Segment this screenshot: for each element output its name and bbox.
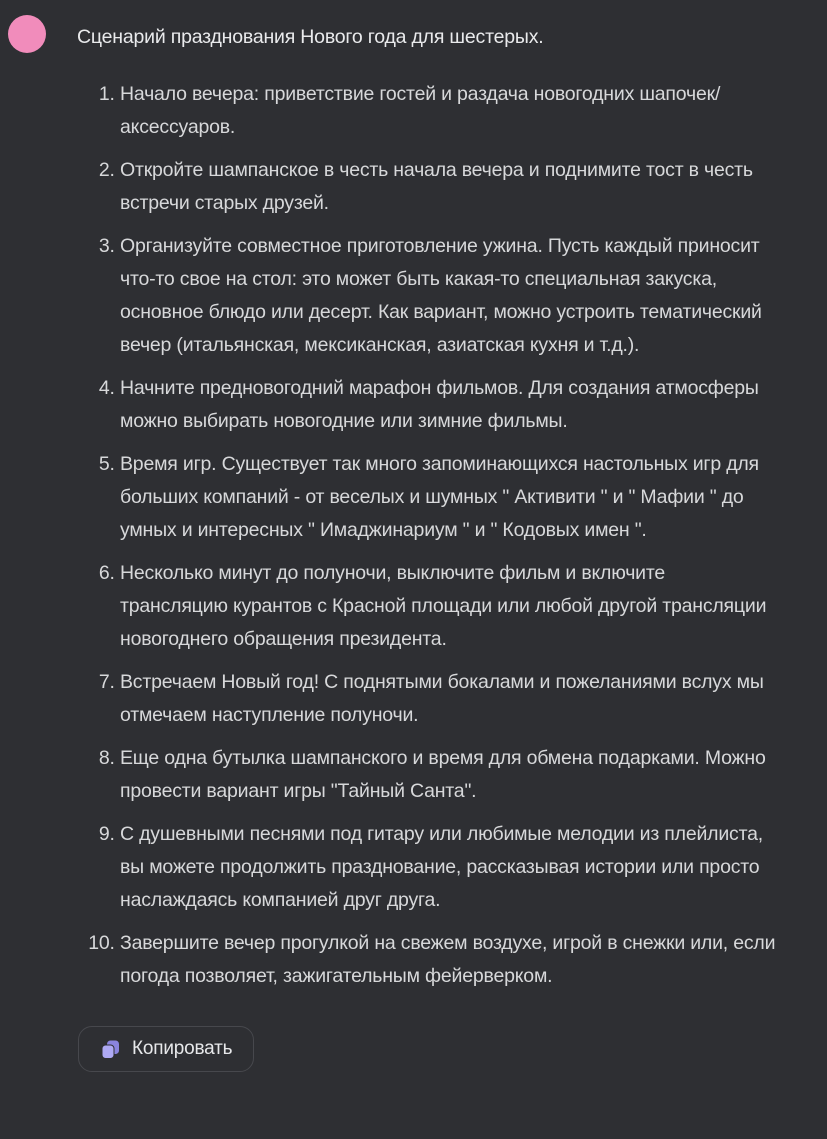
list-item: 2. Откройте шампанское в честь начала вечера и поднимите тост в честь встречи старых друзей. (120, 154, 777, 220)
list-item: 7. Встречаем Новый год! С поднятыми бокалами и пожеланиями вслух мы отмечаем наступление полуночи. (120, 666, 777, 732)
list-item: 1. Начало вечера: приветствие гостей и раздача новогодних шапочек/аксессуаров. (120, 78, 777, 144)
list-item: 6. Несколько минут до полуночи, выключите фильм и включите трансляцию курантов с Красной площади или любой другой трансляции новогоднего обращения президента. (120, 557, 777, 656)
steps-list (77, 78, 777, 993)
list-item: 5. Время игр. Существует так много запоминающихся настольных игр для больших компаний - от веселых и шумных " Активити " и " Мафии " до умных и интересных " Имаджинариум " и " Кодовых имен ". (120, 448, 777, 547)
list-item: 9. С душевными песнями под гитару или любимые мелодии из плейлиста, вы можете продолжить празднование, рассказывая истории или просто наслаждаясь компанией друг друга. (120, 818, 777, 917)
assistant-avatar (8, 15, 46, 53)
copy-button-label: Копировать (132, 1038, 233, 1059)
list-item: 8. Еще одна бутылка шампанского и время для обмена подарками. Можно провести вариант игры "Тайный Санта". (120, 742, 777, 808)
list-item: 3. Организуйте совместное приготовление ужина. Пусть каждый приносит что-то свое на стол: это может быть какая-то специальная закуска, основное блюдо или десерт. Как вариант, можно устроить тематический вечер (итальянская, мексиканская, азиатская кухня и т.д.). (120, 230, 777, 362)
copy-button[interactable] (78, 1026, 254, 1072)
message-title: Сценарий празднования Нового года для шестерых. (77, 26, 544, 48)
list-item: 4. Начните предновогодний марафон фильмов. Для создания атмосферы можно выбирать новогодние или зимние фильмы. (120, 372, 777, 438)
list-item: 10. Завершите вечер прогулкой на свежем воздухе, игрой в снежки или, если погода позволяет, зажигательным фейерверком. (120, 927, 777, 993)
copy-icon (100, 1039, 121, 1060)
